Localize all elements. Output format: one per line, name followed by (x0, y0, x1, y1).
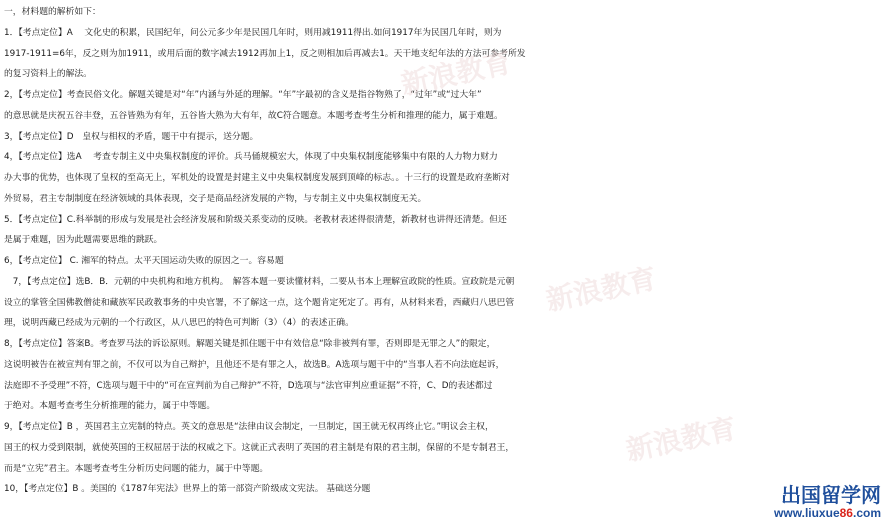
text-line: 5．【考点定位】C.科举制的形成与发展是社会经济发展和阶级关系变动的反映。老教材表述得很清楚，新教材也讲得还清楚。但还 (4, 214, 507, 225)
text-line: 9，【考点定位】B ，英国君主立宪制的特点。英文的意思是“法律由议会制定，一旦制定，国王就无权再终止它。”明议会主权， (4, 422, 494, 432)
text-line: 是属于难题，因为此题需要思维的跳跃。 (4, 235, 163, 246)
text-line: 一，材料题的解析如下： (4, 7, 101, 17)
text-line: 法庭即不予受理”不符，C选项与题干中的“可在宣判前为自己辩护”不符，D选项与“法官审判应重证据”不符，C、D的表述都过 (4, 380, 493, 391)
text-line: 2，【考点定位】考查民俗文化。解题关键是对“年”内涵与外延的理解。“年”字最初的含义是指谷物熟了，“过年”或“过大年” (4, 90, 482, 100)
text-line: 4，【考点定位】选A 考查专制主义中央集权制度的评价。兵马俑规模宏大，体现了中央集权制度能够集中有限的人力物力财力 (4, 152, 498, 163)
text-line: 6，【考点定位】 C. 湘军的特点。太平天国运动失败的原因之一。容易题 (4, 256, 284, 266)
text-line: 1917-1911=6年，反之则为加1911，或用后面的数字减去1912再加上1，反之则相加后再减去1。天干地支纪年法的方法可参考所发 (4, 48, 526, 59)
logo-name: 出国留学网 (781, 483, 881, 507)
text-line: 这说明被告在被宣判有罪之前，不仅可以为自己辩护，且他还不是有罪之人，故选B。A选项与题干中的“当事人若不向法庭起诉， (4, 359, 505, 370)
text-line: 3，【考点定位】D 皇权与相权的矛盾，题干中有提示，送分题。 (4, 131, 259, 142)
text-line: 8，【考点定位】答案B。考查罗马法的诉讼原则。解题关键是抓住题干中有效信息“除非被判有罪，否则即是无罪之人”的限定， (4, 339, 496, 349)
site-logo[interactable] (731, 484, 881, 524)
watermark: 新浪教育 (398, 45, 515, 102)
text-line: 于绝对。本题考查考生分析推理的能力，属于中等题。 (4, 401, 216, 412)
text-line: 的意思就是庆祝五谷丰登，五谷皆熟为有年，五谷皆大熟为大有年，故C符合题意。本题考查考生分析和推理的能力，属于难题。 (4, 110, 503, 121)
watermark: 新浪教育 (543, 261, 660, 318)
watermark: 新浪教育 (623, 411, 740, 468)
text-line: 1．【考点定位】A 文化史的积累，民国纪年，问公元多少年是民国几年时，则用减1911得出.如问1917年为民国几年时，则为 (4, 27, 502, 38)
text-line: 办大事的优势，也体现了皇权的至高无上，军机处的设置是封建主义中央集权制度发展到顶峰的标志。。十三行的设置是政府垄断对 (4, 173, 510, 183)
text-line: 国王的权力受到限制，就使英国的王权屈居于法的权威之下。这就正式表明了英国的君主制是有限的君主制，保留的不是专制君王， (4, 442, 515, 453)
text-line: 设立的掌管全国佛教僧徒和藏族军民政教事务的中央官署，不了解这一点，这个题肯定死定了。再有，从材料来看，西藏归八思巴管 (4, 297, 515, 308)
text-line: 10，【考点定位】B 。美国的《1787年宪法》世界上的第一部资产阶级成文宪法。 基础送分题 (4, 484, 371, 495)
text-line: 理，说明西藏已经成为元朝的一个行政区，从八思巴的特色可判断（3）（4）的表述正确。 (4, 318, 354, 329)
text-line: 外贸易，君主专制制度在经济领域的具体表现，交子是商品经济发展的产物，与专制主义中央集权制度无关。 (4, 193, 427, 204)
text-line: 的复习资料上的解法。 (4, 69, 92, 80)
document-body (4, 2, 883, 500)
logo-url: www.liuxue86.com (774, 506, 881, 520)
text-line: 而是“立宪”君主。本题考查考生分析历史问题的能力，属于中等题。 (4, 463, 269, 474)
text-line: 7，【考点定位】选B．B．元朝的中央机构和地方机构。 解答本题一要读懂材料，二要从书本上理解宣政院的性质。宣政院是元朝 (4, 276, 515, 287)
